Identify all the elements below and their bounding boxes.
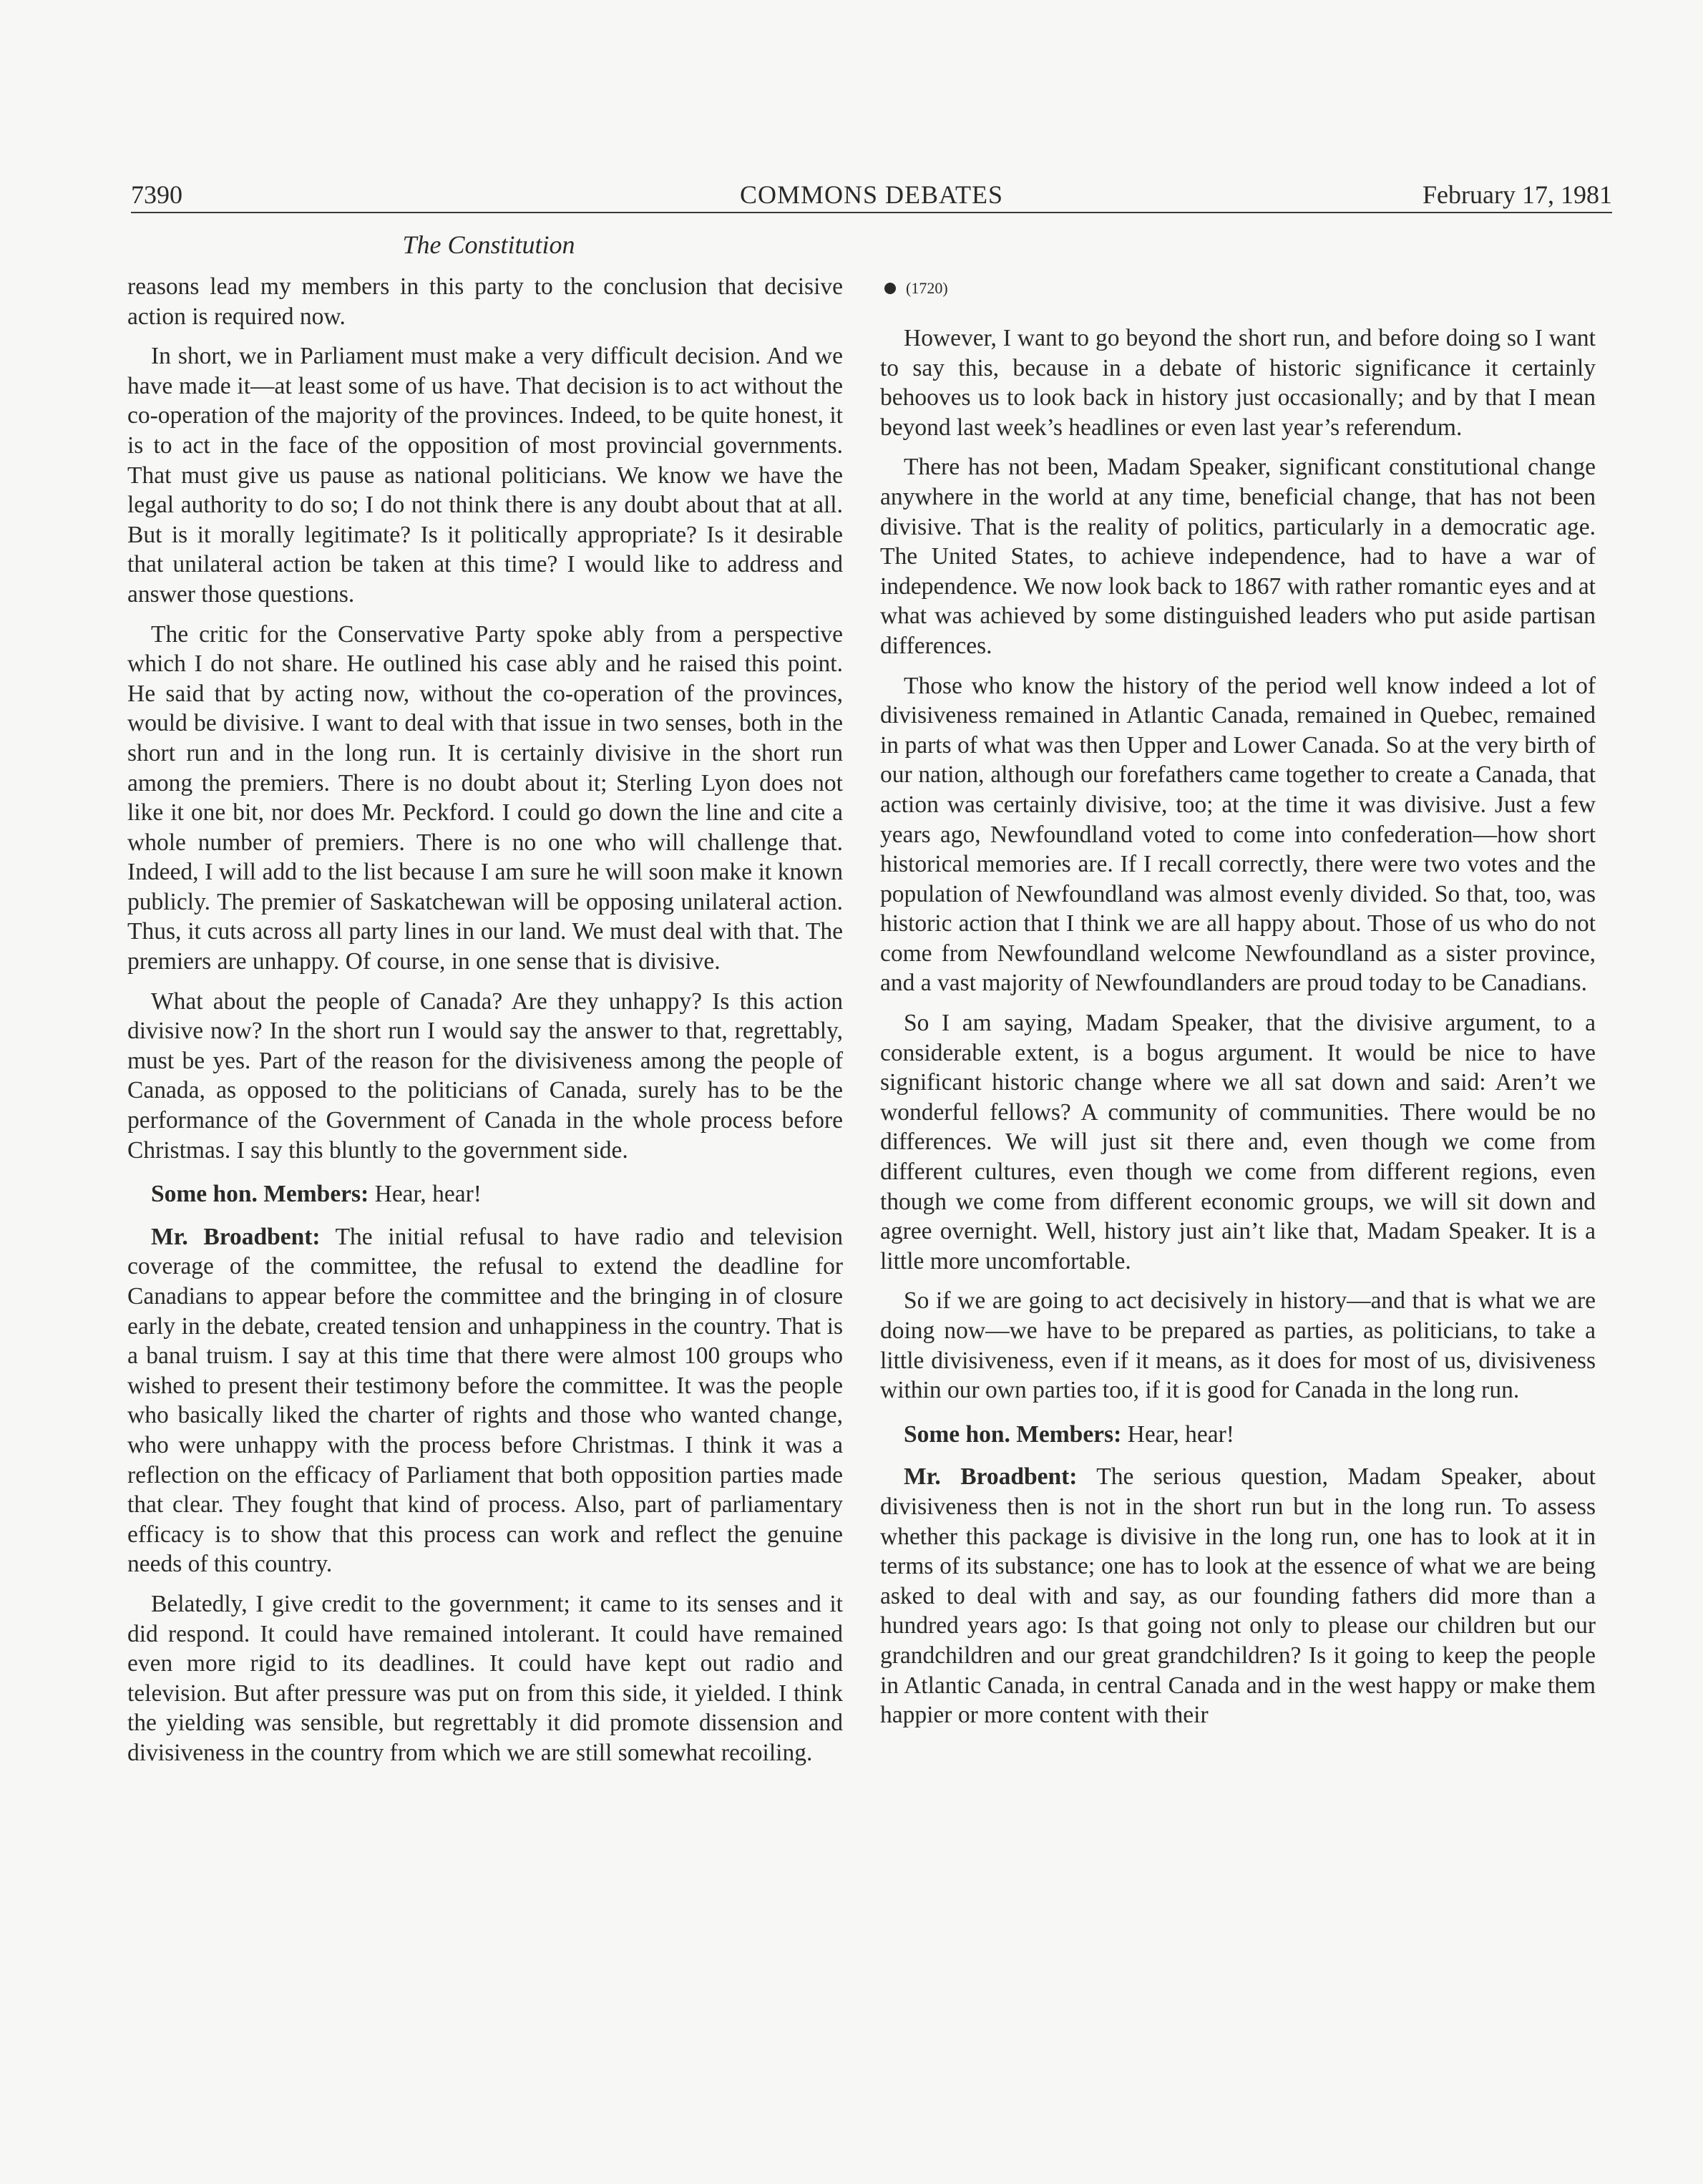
speech-text: The serious question, Madam Speaker, about divisiveness then is not in the short run but in the long run. To assess whether this package is divisive in the long run, one has to look at it in terms of its substance; one has to look at the essence of what we are being asked to deal with and say, as our founding fathers did more than a hundred years ago: Is that going not only to please our children but our grandchildren and our great grandchildren? Is it going to keep the people in Atlantic Canada, in central Canada and in the west happy or make them happier or more content with their: [880, 1463, 1596, 1729]
page-number: 7390: [131, 180, 182, 209]
right-column: [880, 272, 1596, 1740]
timestamp-text: (1720): [906, 279, 948, 297]
paragraph: Belatedly, I give credit to the government; it came to its senses and it did respond. It could have remained intolerant. It could have remained even more rigid to its deadlines. It could have kept out radio and television. But after pressure was put on from this side, it yielded. I think the yielding was sensible, but regrettably it did promote dissension and divisiveness in the country from which we are still somewhat recoiling.: [127, 1590, 843, 1766]
publication-title: COMMONS DEBATES: [739, 180, 1004, 209]
bullet-icon: [884, 283, 896, 294]
time-marker: [884, 278, 1596, 299]
left-column: [127, 272, 843, 1778]
paragraph: Those who know the history of the period well know indeed a lot of divisiveness remained in Atlantic Canada, remained in Quebec, remained in parts of what was then Upper and Lower Canada. So at the very birth of our nation, although our forefathers came together to create a Canada, that action was certainly divisive, too; at the time it was divisive. Just a few years ago, Newfoundland voted to come into confederation—how short historical memories are. If I recall correctly, there were two votes and the population of Newfoundland was almost evenly divided. So that, too, was historic action that I think we are all happy about. Those of us who do not come from Newfoundland welcome Newfoundland as a sister province, and a vast majority of Newfoundlanders are proud today to be Canadians.: [880, 672, 1596, 997]
speaker-label: Mr. Broadbent:: [151, 1223, 321, 1250]
paragraph: In short, we in Parliament must make a very difficult decision. And we have made it—at least some of us have. That decision is to act without the co-operation of the majority of the provinces. Indeed, to be quite honest, it is to act in the face of the opposition of most provincial governments. That must give us pause as national politicians. We know we have the legal authority to do so; I do not think there is any doubt about that at all. But is it morally legitimate? Is it politically appropriate? Is it desirable that unilateral action be taken at this time? I would like to address and answer those questions.: [127, 343, 843, 608]
speech-paragraph: [880, 1462, 1596, 1730]
paragraph: So I am saying, Madam Speaker, that the divisive argument, to a considerable extent, is a bogus argument. It would be nice to have significant historic change where we all sat down and said: Aren’t we wonderful fellows? A community of communities. There would be no differences. We will just sit there and, even though we come from different cultures, even though we come from different regions, even though we come from different economic groups, we will sit down and agree overnight. Well, history just ain’t like that, Madam Speaker. It is a little more uncomfortable.: [880, 1010, 1596, 1274]
speech-text: Hear, hear!: [369, 1181, 482, 1208]
interjection: [880, 1420, 1596, 1450]
paragraph: What about the people of Canada? Are they unhappy? Is this action divisive now? In the short run I would say the answer to that, regrettably, must be yes. Part of the reason for the divisiveness among the people of Canada, as opposed to the politicians of Canada, surely has to be the performance of the Government of Canada in the whole process before Christmas. I say this bluntly to the government side.: [127, 988, 843, 1164]
paragraph: However, I want to go beyond the short run, and before doing so I want to say this, because in a debate of historic significance it certainly behooves us to look back in history just occasionally; and by that I mean beyond last week’s headlines or even last year’s referendum.: [880, 325, 1596, 441]
speech-paragraph: [127, 1222, 843, 1579]
paragraph: reasons lead my members in this party to the conclusion that decisive action is required now.: [127, 273, 843, 330]
speech-text: The initial refusal to have radio and television coverage of the committee, the refusal to extend the deadline for Canadians to appear before the committee and the bringing in of closure early in the debate, created tension and unhappiness in the country. That is a banal truism. I say at this time that there were almost 100 groups who wished to present their testimony before the committee. It was the people who basically liked the charter of rights and those who wanted change, who were unhappy with the process before Christmas. I think it was a reflection on the efficacy of Parliament that both opposition parties made that clear. They fought that kind of process. Also, part of parliamentary efficacy is to show that this process can work and reflect the genuine needs of this country.: [127, 1223, 843, 1578]
paragraph: The critic for the Conservative Party spoke ably from a perspective which I do not share. He outlined his case ably and he raised this point. He said that by acting now, without the co-operation of the provinces, would be divisive. I want to deal with that issue in two senses, both in the short run and in the long run. It is certainly divisive in the short run among the premiers. There is no doubt about it; Sterling Lyon does not like it one bit, nor does Mr. Peckford. I could go down the line and cite a whole number of premiers. There is no one who will challenge that. Indeed, I will add to the list because I am sure he will soon make it known publicly. The premier of Saskatchewan will be opposing unilateral action. Thus, it cuts across all party lines in our land. We must deal with that. The premiers are unhappy. Of course, in one sense that is divisive.: [127, 620, 843, 975]
paragraph: There has not been, Madam Speaker, significant constitutional change anywhere in the world at any time, beneficial change, that has not been divisive. That is the reality of politics, particularly in a democratic age. The United States, to achieve independence, had to have a war of independence. We now look back to 1867 with rather romantic eyes and at what was achieved by some distinguished leaders who put aside partisan differences.: [880, 454, 1596, 659]
speaker-label: Some hon. Members:: [904, 1420, 1122, 1448]
section-subtitle: The Constitution: [402, 230, 575, 259]
page-header: [131, 176, 1612, 213]
interjection: [127, 1179, 843, 1209]
sitting-date: February 17, 1981: [1423, 180, 1612, 209]
speaker-label: Mr. Broadbent:: [904, 1463, 1078, 1491]
speech-text: Hear, hear!: [1121, 1420, 1234, 1448]
speaker-label: Some hon. Members:: [151, 1181, 369, 1208]
paragraph: So if we are going to act decisively in history—and that is what we are doing now—we have to be prepared as parties, as politicians, to take a little divisiveness, even if it means, as it does for most of us, divisiveness within our own parties too, if it is good for Canada in the long run.: [880, 1287, 1596, 1404]
